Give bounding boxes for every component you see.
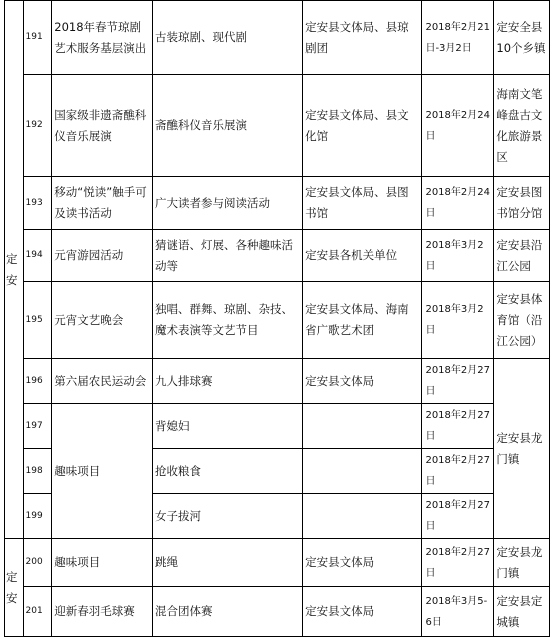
event-organizer: 定安县各机关单位 — [303, 230, 422, 282]
event-date: 2018年2月27日 — [422, 449, 494, 494]
row-number: 193 — [23, 177, 52, 230]
event-venue: 定安县体育馆（沿江公园） — [494, 282, 550, 359]
event-name: 国家级非遗斋醮科仪音乐展演 — [52, 75, 153, 177]
event-content: 古装琼剧、现代剧 — [153, 1, 303, 75]
event-organizer: 定安县文体局 — [303, 539, 422, 587]
row-number: 196 — [23, 359, 52, 404]
event-name: 第六届农民运动会 — [52, 359, 153, 404]
event-content: 广大读者参与阅读活动 — [153, 177, 303, 230]
event-content: 独唱、群舞、琼剧、杂技、魔术表演等文艺节目 — [153, 282, 303, 359]
event-content: 跳绳 — [153, 539, 303, 587]
event-date: 2018年3月5-6日 — [422, 587, 494, 637]
row-number: 195 — [23, 282, 52, 359]
event-organizer: 定安县文体局 — [303, 359, 422, 404]
event-date: 2018年2月24日 — [422, 75, 494, 177]
table-row — [5, 177, 550, 230]
event-content: 九人排球赛 — [153, 359, 303, 404]
event-organizer — [303, 449, 422, 494]
county-cell: 定安 — [5, 539, 24, 637]
event-organizer: 定安县文体局、县图书馆 — [303, 177, 422, 230]
event-content: 混合团体赛 — [153, 587, 303, 637]
table-row — [5, 359, 550, 404]
event-venue: 定安县图书馆分馆 — [494, 177, 550, 230]
event-date: 2018年2月27日 — [422, 539, 494, 587]
event-organizer: 定安县文体局、海南省广歌艺术团 — [303, 282, 422, 359]
table-row — [5, 282, 550, 359]
row-number: 200 — [23, 539, 52, 587]
event-date: 2018年3月2日 — [422, 230, 494, 282]
event-content: 女子拔河 — [153, 494, 303, 539]
table-row — [5, 230, 550, 282]
row-number: 198 — [23, 449, 52, 494]
table-row — [5, 587, 550, 637]
row-number: 201 — [23, 587, 52, 637]
event-content: 斋醮科仪音乐展演 — [153, 75, 303, 177]
event-venue: 定安县龙门镇 — [494, 359, 550, 539]
event-organizer: 定安县文体局、县文化馆 — [303, 75, 422, 177]
event-date: 2018年2月27日 — [422, 494, 494, 539]
event-venue: 定安县沿江公园 — [494, 230, 550, 282]
event-content: 猜谜语、灯展、各种趣味活动等 — [153, 230, 303, 282]
event-date: 2018年3月2日 — [422, 282, 494, 359]
event-venue: 定安县定城镇 — [494, 587, 550, 637]
event-date: 2018年2月27日 — [422, 359, 494, 404]
row-number: 199 — [23, 494, 52, 539]
event-venue: 定安全县10个乡镇 — [494, 1, 550, 75]
event-name: 迎新春羽毛球赛 — [52, 587, 153, 637]
event-organizer: 定安县文体局、县琼剧团 — [303, 1, 422, 75]
event-name: 2018年春节琼剧艺术服务基层演出 — [52, 1, 153, 75]
table-row — [5, 539, 550, 587]
event-date: 2018年2月24日 — [422, 177, 494, 230]
event-date: 2018年2月21日-3月2日 — [422, 1, 494, 75]
row-number: 192 — [23, 75, 52, 177]
event-content: 背媳妇 — [153, 404, 303, 449]
event-name: 移动“悦读”触手可及读书活动 — [52, 177, 153, 230]
event-organizer: 定安县文体局 — [303, 587, 422, 637]
table-row — [5, 75, 550, 177]
event-content: 抢收粮食 — [153, 449, 303, 494]
event-table — [4, 0, 550, 637]
event-organizer — [303, 404, 422, 449]
county-cell: 定安 — [5, 1, 24, 539]
event-name: 趣味项目 — [52, 539, 153, 587]
event-name: 元宵游园活动 — [52, 230, 153, 282]
row-number: 194 — [23, 230, 52, 282]
event-venue: 海南文笔峰盘古文化旅游景区 — [494, 75, 550, 177]
event-date: 2018年2月27日 — [422, 404, 494, 449]
row-number: 197 — [23, 404, 52, 449]
event-name: 元宵文艺晚会 — [52, 282, 153, 359]
event-name: 趣味项目 — [52, 404, 153, 539]
event-organizer — [303, 494, 422, 539]
row-number: 191 — [23, 1, 52, 75]
table-row — [5, 404, 550, 449]
event-venue: 定安县龙门镇 — [494, 539, 550, 587]
table-row — [5, 1, 550, 75]
